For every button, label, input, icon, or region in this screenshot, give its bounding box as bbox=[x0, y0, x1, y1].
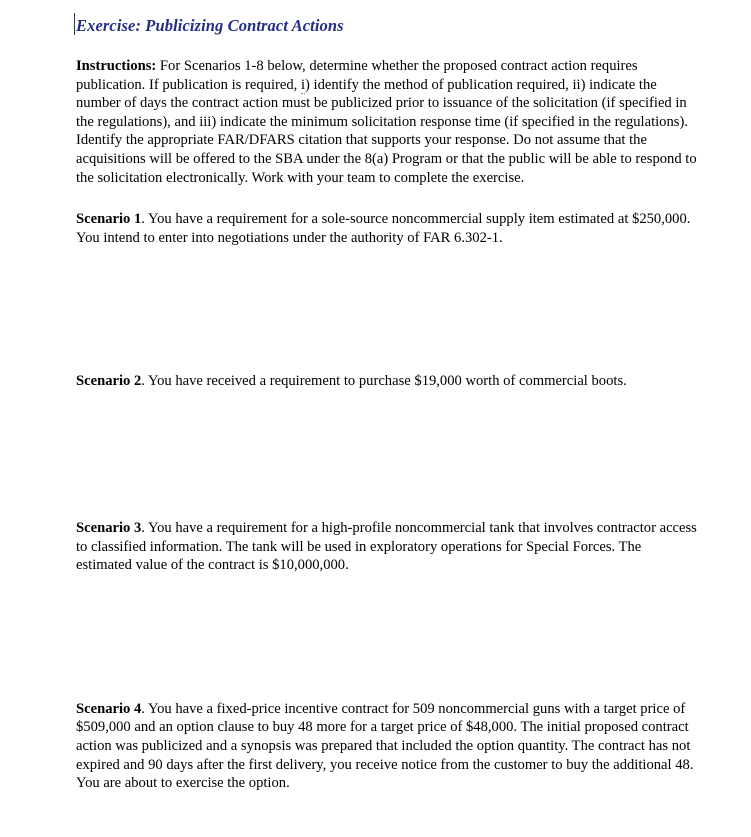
instructions-label: Instructions: bbox=[76, 58, 157, 74]
instructions-text-part-1: For Scenarios 1-8 below, determine whether the proposed contract action requires publication. If publication is required, bbox=[76, 58, 638, 93]
grammar-check-mark: i bbox=[300, 76, 305, 93]
page-title bbox=[76, 0, 698, 36]
answer-space-scenario-2 bbox=[76, 391, 698, 519]
scenario-4-text: . You have a fixed-price incentive contract for 509 noncommercial guns with a target price of $509,000 and an option clause to buy 48 more for a target price of $48,000. The initial proposed contract action was publicized and a synopsis was prepared that included the option quantity. The contract has not expired and 90 days after the first delivery, you receive notice from the customer to buy the additional 48. You are about to exercise the option. bbox=[76, 700, 694, 792]
spacer-after-instructions bbox=[76, 187, 698, 210]
scenario-3-label: Scenario 3 bbox=[76, 519, 142, 536]
answer-space-scenario-1 bbox=[76, 247, 698, 372]
scenario-2-label: Scenario 2 bbox=[76, 373, 142, 390]
scenario-2-paragraph bbox=[76, 372, 698, 391]
instructions-text-part-2: ) identify the method of publication required, ii) indicate the number of days the contract action must be publicized prior to issuance of the solicitation (if specified in the regulations), and iii) indicate the minimum solicitation response time (if specified in the regulations). Identify the appropriate FAR/DFARS citation that supports your response. Do not assume that the acquisitions will be offered to the SBA under the 8(a) Program or that the public will be able to respond to the solicitation electronically. Work with your team to complete the exercise. bbox=[76, 76, 697, 186]
scenario-4-paragraph bbox=[76, 700, 698, 793]
answer-space-scenario-3 bbox=[76, 575, 698, 700]
page-title-text: Exercise: Publicizing Contract Actions bbox=[76, 16, 344, 35]
scenario-1-text: . You have a requirement for a sole-source noncommercial supply item estimated at $250,000. You intend to enter into negotiations under the authority of FAR 6.302-1. bbox=[76, 211, 691, 246]
scenario-3-paragraph bbox=[76, 519, 698, 575]
text-cursor-caret bbox=[74, 13, 75, 35]
scenario-3-text: . You have a requirement for a high-profile noncommercial tank that involves contractor access to classified information. The tank will be used in exploratory operations for Special Forces. The estimated value of the contract is $10,000,000. bbox=[76, 519, 697, 574]
scenario-4-label: Scenario 4 bbox=[76, 700, 142, 717]
scenario-2-text: . You have received a requirement to purchase $19,000 worth of commercial boots. bbox=[141, 373, 627, 390]
scenario-1-paragraph bbox=[76, 210, 698, 247]
spacer-before-instructions bbox=[76, 36, 698, 57]
document-body-column bbox=[76, 0, 698, 793]
instructions-paragraph bbox=[76, 57, 698, 187]
scenario-1-label: Scenario 1 bbox=[76, 211, 142, 228]
